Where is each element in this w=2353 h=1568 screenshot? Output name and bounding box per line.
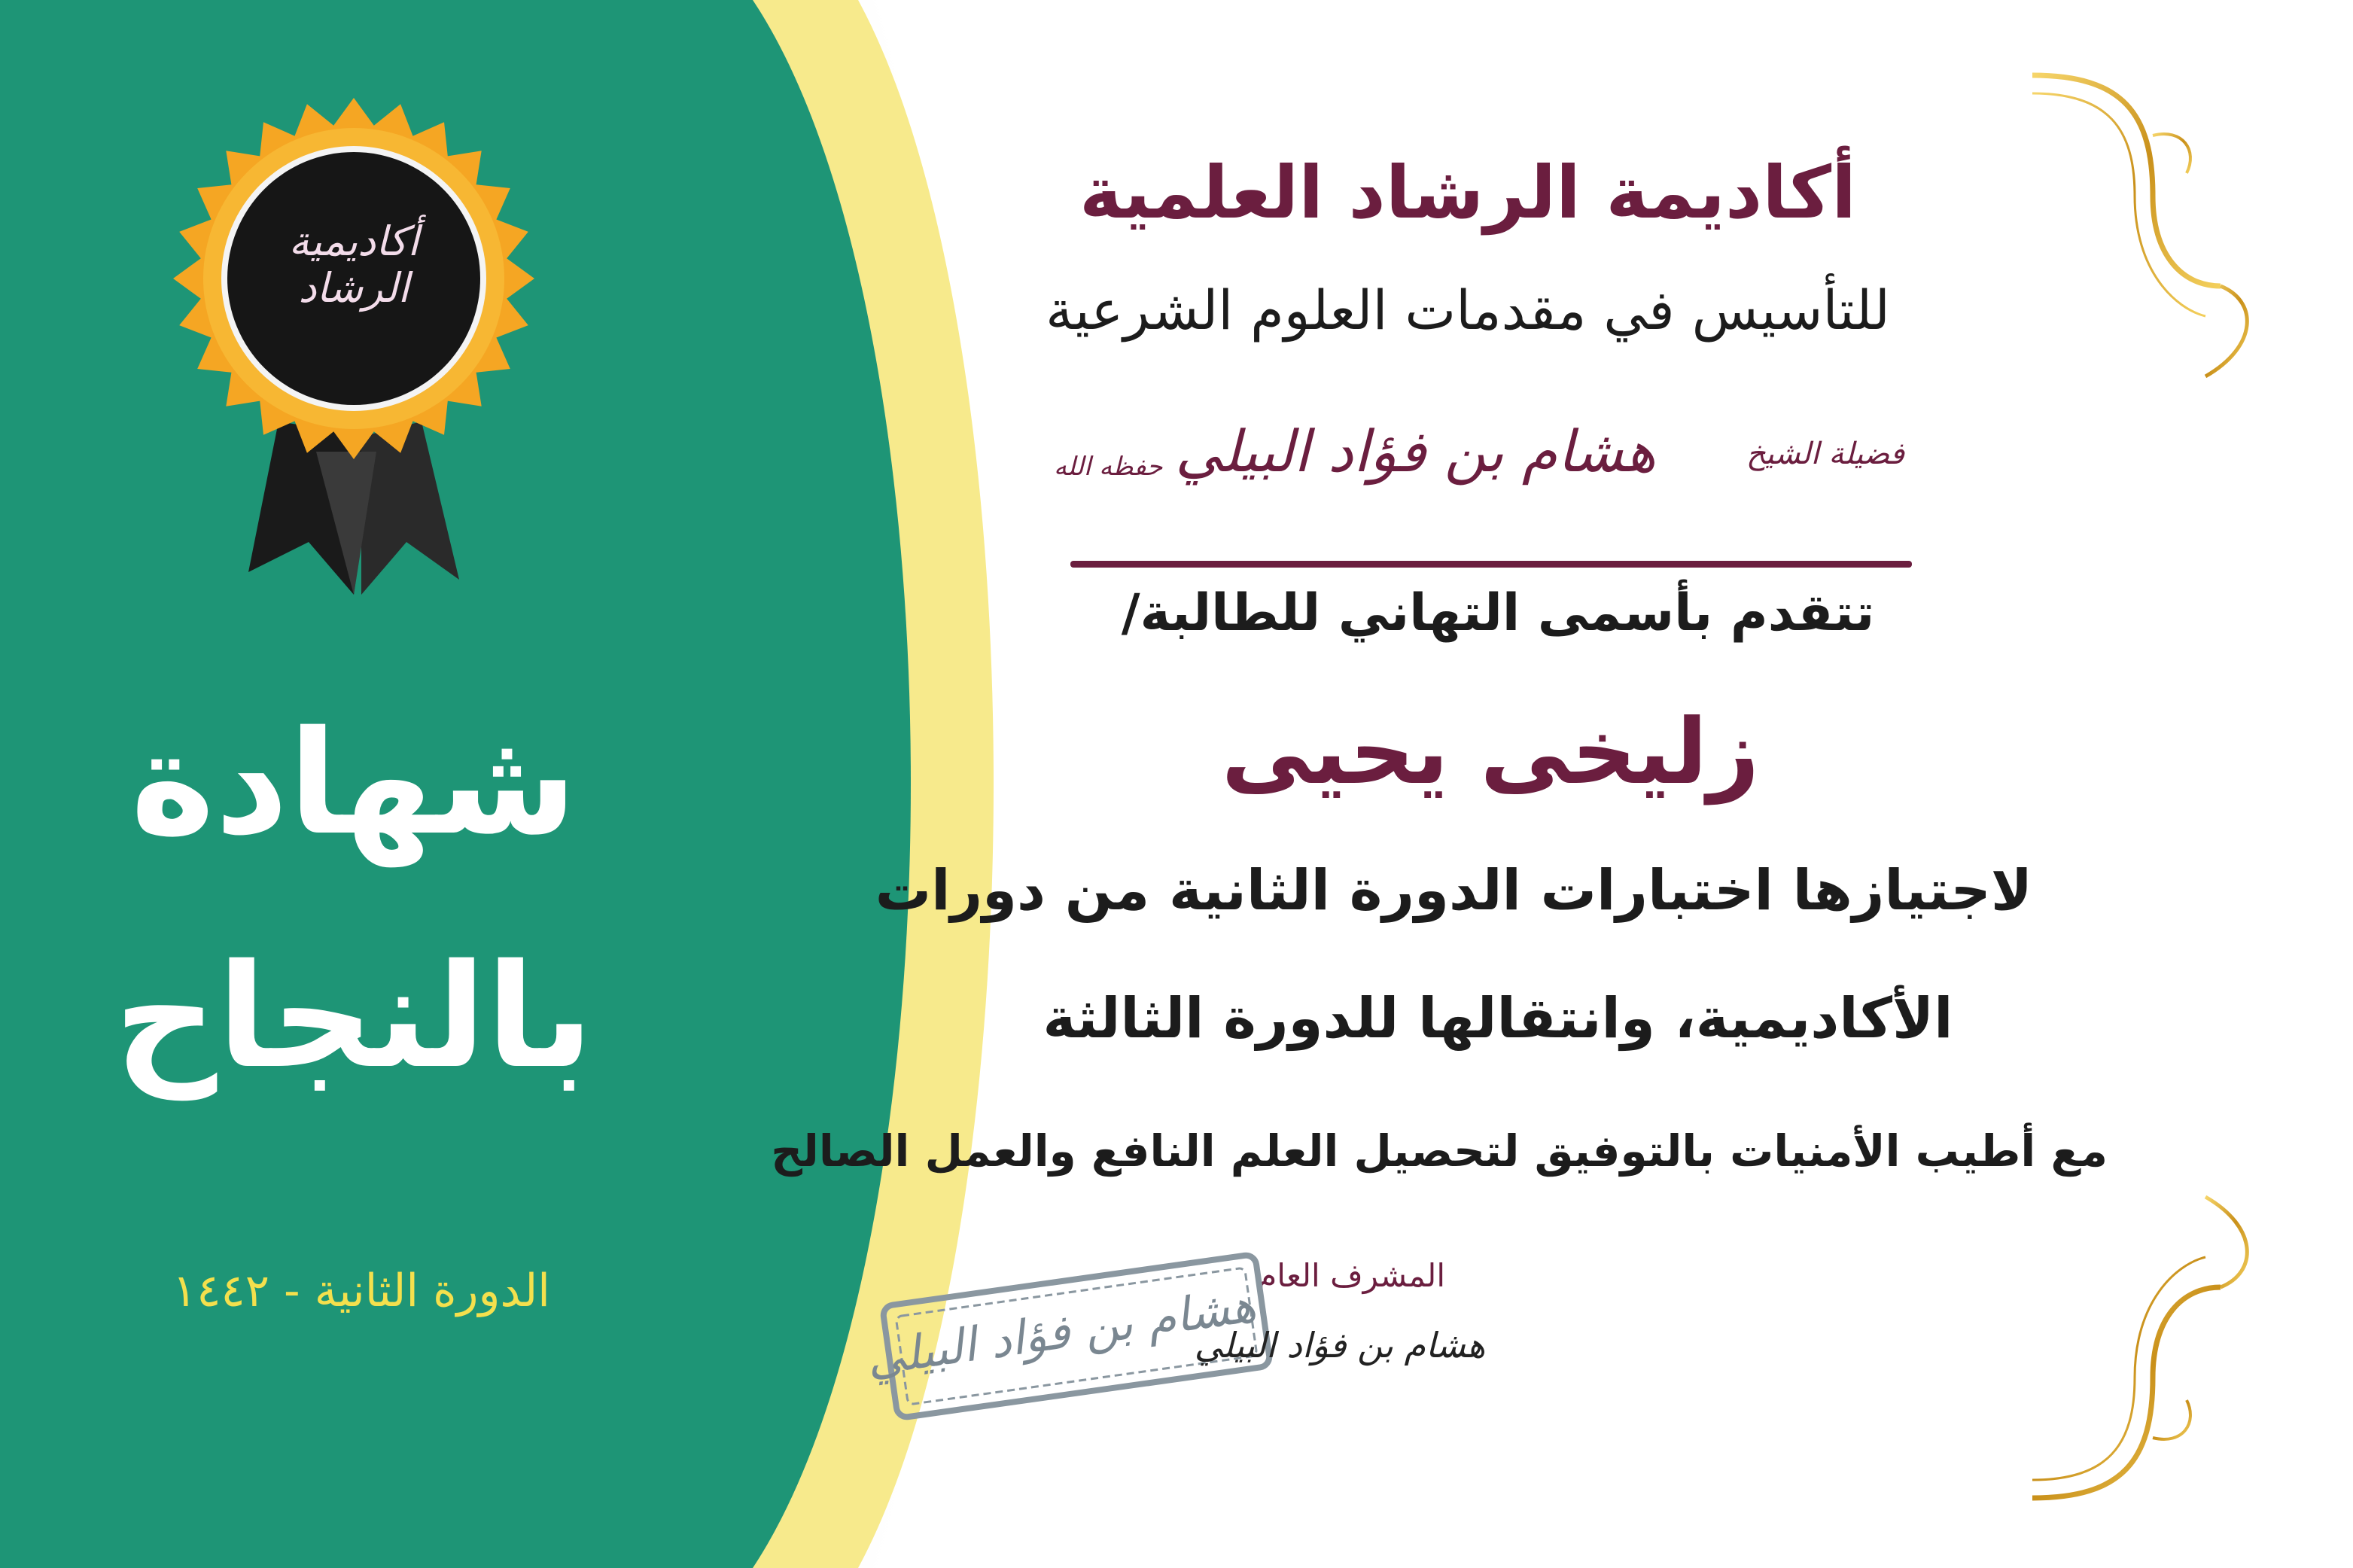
stamp-text: هشام بن فؤاد البيلي (863, 1277, 1259, 1387)
wish-line: مع أطيب الأمنيات بالتوفيق لتحصيل العلم النافع والعمل الصالح (771, 1125, 2108, 1177)
session-label: الدورة الثانية - ١٤٤٢ (172, 1265, 550, 1317)
academy-subtitle: للتأسيس في مقدمات العلوم الشرعية (1046, 279, 1890, 342)
sheikh-suffix: حفظه الله (1054, 452, 1163, 482)
body-line-1: لاجتيازها اختبارات الدورة الثانية من دورات (875, 858, 2032, 923)
header-divider (1070, 561, 1912, 568)
certificate-title-line-1: شهادة (130, 700, 577, 866)
signature: هشام بن فؤاد البيلي (1194, 1325, 1486, 1366)
sheikh-name: هشام بن فؤاد البيلي (1175, 418, 1656, 485)
student-name: زليخى يحيى (1221, 700, 1760, 805)
sheikh-prefix: فضيلة الشيخ (1746, 437, 1904, 471)
congrats-line: تتقدم بأسمى التهاني للطالبة/ (1121, 583, 1875, 643)
academy-name: أكاديمة الرشاد العلمية (1079, 151, 1856, 235)
body-line-2: الأكاديمية، وانتقالها للدورة الثالثة (1043, 986, 1953, 1051)
badge-logo-text: أكاديمية الرشاد (288, 218, 419, 312)
certificate-title-line-2: بالنجاح (114, 933, 594, 1100)
supervisor-label: المشرف العام (1257, 1257, 1445, 1294)
